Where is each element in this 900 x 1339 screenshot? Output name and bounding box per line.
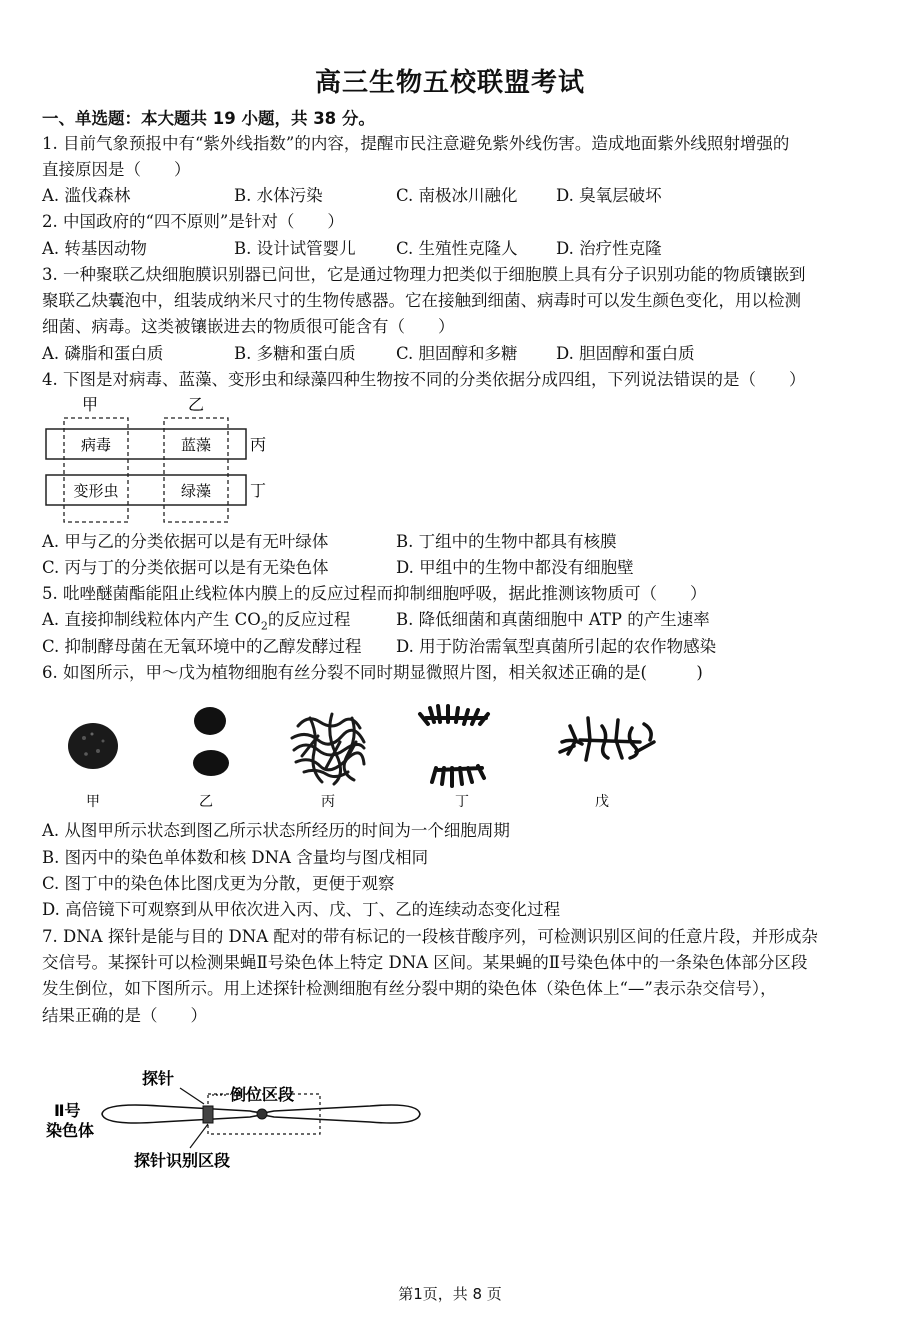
page-footer: 第1页，共 8 页 [398,1285,502,1303]
q4-option-b[interactable]: B. 丁组中的生物中都具有核膜 [396,532,617,551]
q3-option-d[interactable]: D. 胆固醇和蛋白质 [556,344,695,363]
q6-option-d[interactable]: D. 高倍镜下可观察到从甲依次进入丙、戊、丁、乙的连续动态变化过程 [42,900,561,919]
q2-stem-line1: 2. 中国政府的“四不原则”是针对（ ） [42,212,344,231]
q4-option-d[interactable]: D. 甲组中的生物中都没有细胞壁 [396,558,634,577]
q7-probe-region-mark [203,1106,213,1123]
q7-centromere [257,1109,267,1119]
q7-probe-pointer [180,1088,204,1104]
q4-group-jia-box [64,418,128,522]
q4-col2-label: 乙 [187,395,205,414]
q6-cell-yi-image [193,707,229,776]
q4-stem-line1: 4. 下图是对病毒、蓝藻、变形虫和绿藻四种生物按不同的分类依据分成四组，下列说法错误的是（ ） [42,370,806,389]
q3-option-c[interactable]: C. 胆固醇和多糖 [396,344,518,363]
q3-stem-line1: 3. 一种聚联乙炔细胞膜识别器已问世，它是通过物理力把类似于细胞膜上具有分子识别功能的物质镶嵌到 [42,265,806,284]
q5-option-d[interactable]: D. 用于防治需氧型真菌所引起的农作物感染 [396,637,717,656]
q3-stem-line3: 细菌、病毒。这类被镶嵌进去的物质很可能含有（ ） [42,317,455,336]
q5-option-a[interactable] [42,609,350,637]
q7-chromosome-label-line1: Ⅱ号 [54,1101,81,1120]
q4-classification-diagram [40,392,280,528]
q6-cell-ding-image [420,706,488,786]
q4-option-a[interactable]: A. 甲与乙的分类依据可以是有无叶绿体 [42,532,329,551]
q7-stem-line1: 7. DNA 探针是能与目的 DNA 配对的带有标记的一段核苷酸序列，可检测识别区间的任意片段，并形成杂 [42,927,818,946]
q7-region-label: 探针识别区段 [134,1151,231,1170]
q7-stem-line3: 发生倒位，如下图所示。用上述探针检测细胞有丝分裂中期的染色体（染色体上“—”表示杂交信号）， [42,979,777,998]
q5-option-c[interactable]: C. 抑制酵母菌在无氧环境中的乙醇发酵过程 [42,637,362,656]
q1-option-b[interactable]: B. 水体污染 [234,186,323,205]
q2-option-d[interactable]: D. 治疗性克隆 [556,239,662,258]
q6-label-yi: 乙 [199,794,213,810]
q7-chromosome-diagram [40,1062,440,1174]
q6-option-c[interactable]: C. 图丁中的染色体比图戊更为分散，更便于观察 [42,874,395,893]
q5-option-b[interactable]: B. 降低细菌和真菌细胞中 ATP 的产生速率 [396,610,710,629]
q4-col1-label: 甲 [81,395,99,414]
q1-option-c[interactable]: C. 南极冰川融化 [396,186,518,205]
q6-label-bing: 丙 [321,794,335,810]
q4-option-c[interactable]: C. 丙与丁的分类依据可以是有无染色体 [42,558,329,577]
q3-option-a[interactable]: A. 磷脂和蛋白质 [42,344,164,363]
q6-mitosis-micrographs [40,696,680,814]
q6-option-a[interactable]: A. 从图甲所示状态到图乙所示状态所经历的时间为一个细胞周期 [42,821,510,840]
q7-stem-line4: 结果正确的是（ ） [42,1006,207,1025]
q4-cell-virus: 病毒 [80,436,112,454]
q7-stem-line2: 交信号。某探针可以检测果蝇Ⅱ号染色体上特定 DNA 区间。某果蝇的Ⅱ号染色体中的一条染色体部分区段 [42,953,808,972]
q2-option-b[interactable]: B. 设计试管婴儿 [234,239,356,258]
q6-cell-wu-image [560,718,654,760]
q6-cell-jia-image [68,723,118,769]
q6-label-ding: 丁 [455,794,469,810]
q7-region-pointer [190,1124,208,1148]
q3-option-b[interactable]: B. 多糖和蛋白质 [234,344,356,363]
q5-stem-line1: 5. 吡唑醚菌酯能阻止线粒体内膜上的反应过程而抑制细胞呼吸，据此推测该物质可（ ） [42,584,707,603]
q4-group-yi-box [164,418,228,522]
q4-cell-green-algae: 绿藻 [180,482,212,500]
q6-label-wu: 戊 [595,794,609,810]
q3-stem-line2: 聚联乙炔囊泡中，组装成纳米尺寸的生物传感器。它在接触到细菌、病毒时可以发生颜色变化，用以检测 [42,291,801,310]
q1-stem-line2: 直接原因是（ ） [42,160,191,179]
q7-inversion-label: 倒位区段 [230,1085,295,1104]
section-heading: 一、单选题：本大题共 19 小题，共 38 分。 [42,109,375,128]
q5-option-a-post: 的反应过程 [267,610,351,629]
q2-option-a[interactable]: A. 转基因动物 [42,239,147,258]
q5-option-a-pre: A. 直接抑制线粒体内产生 CO [42,610,261,629]
q4-row2-label: 丁 [250,481,267,500]
q4-cell-cyanobacteria: 蓝藻 [180,436,212,454]
q6-label-jia: 甲 [86,794,100,810]
q7-probe-label: 探针 [142,1069,175,1088]
q7-chromosome-label-line2: 染色体 [46,1121,95,1140]
q4-row1-label: 丙 [250,435,267,454]
q5-option-a-sub: 2 [260,619,268,633]
q1-option-a[interactable]: A. 滥伐森林 [42,186,131,205]
q6-cell-bing-image [292,714,364,784]
q2-option-c[interactable]: C. 生殖性克隆人 [396,239,518,258]
q4-group-bing-box [46,429,246,459]
page-title: 高三生物五校联盟考试 [314,68,585,98]
q1-stem-line1: 1. 目前气象预报中有“紫外线指数”的内容，提醒市民注意避免紫外线伤害。造成地面紫外线照射增强的 [42,134,790,153]
q1-option-d[interactable]: D. 臭氧层破坏 [556,186,662,205]
q6-option-b[interactable]: B. 图丙中的染色单体数和核 DNA 含量均与图戊相同 [42,848,429,867]
q4-cell-amoeba: 变形虫 [73,482,119,500]
q6-stem-line1: 6. 如图所示，甲～戊为植物细胞有丝分裂不同时期显微照片图，相关叙述正确的是( ) [42,663,703,682]
